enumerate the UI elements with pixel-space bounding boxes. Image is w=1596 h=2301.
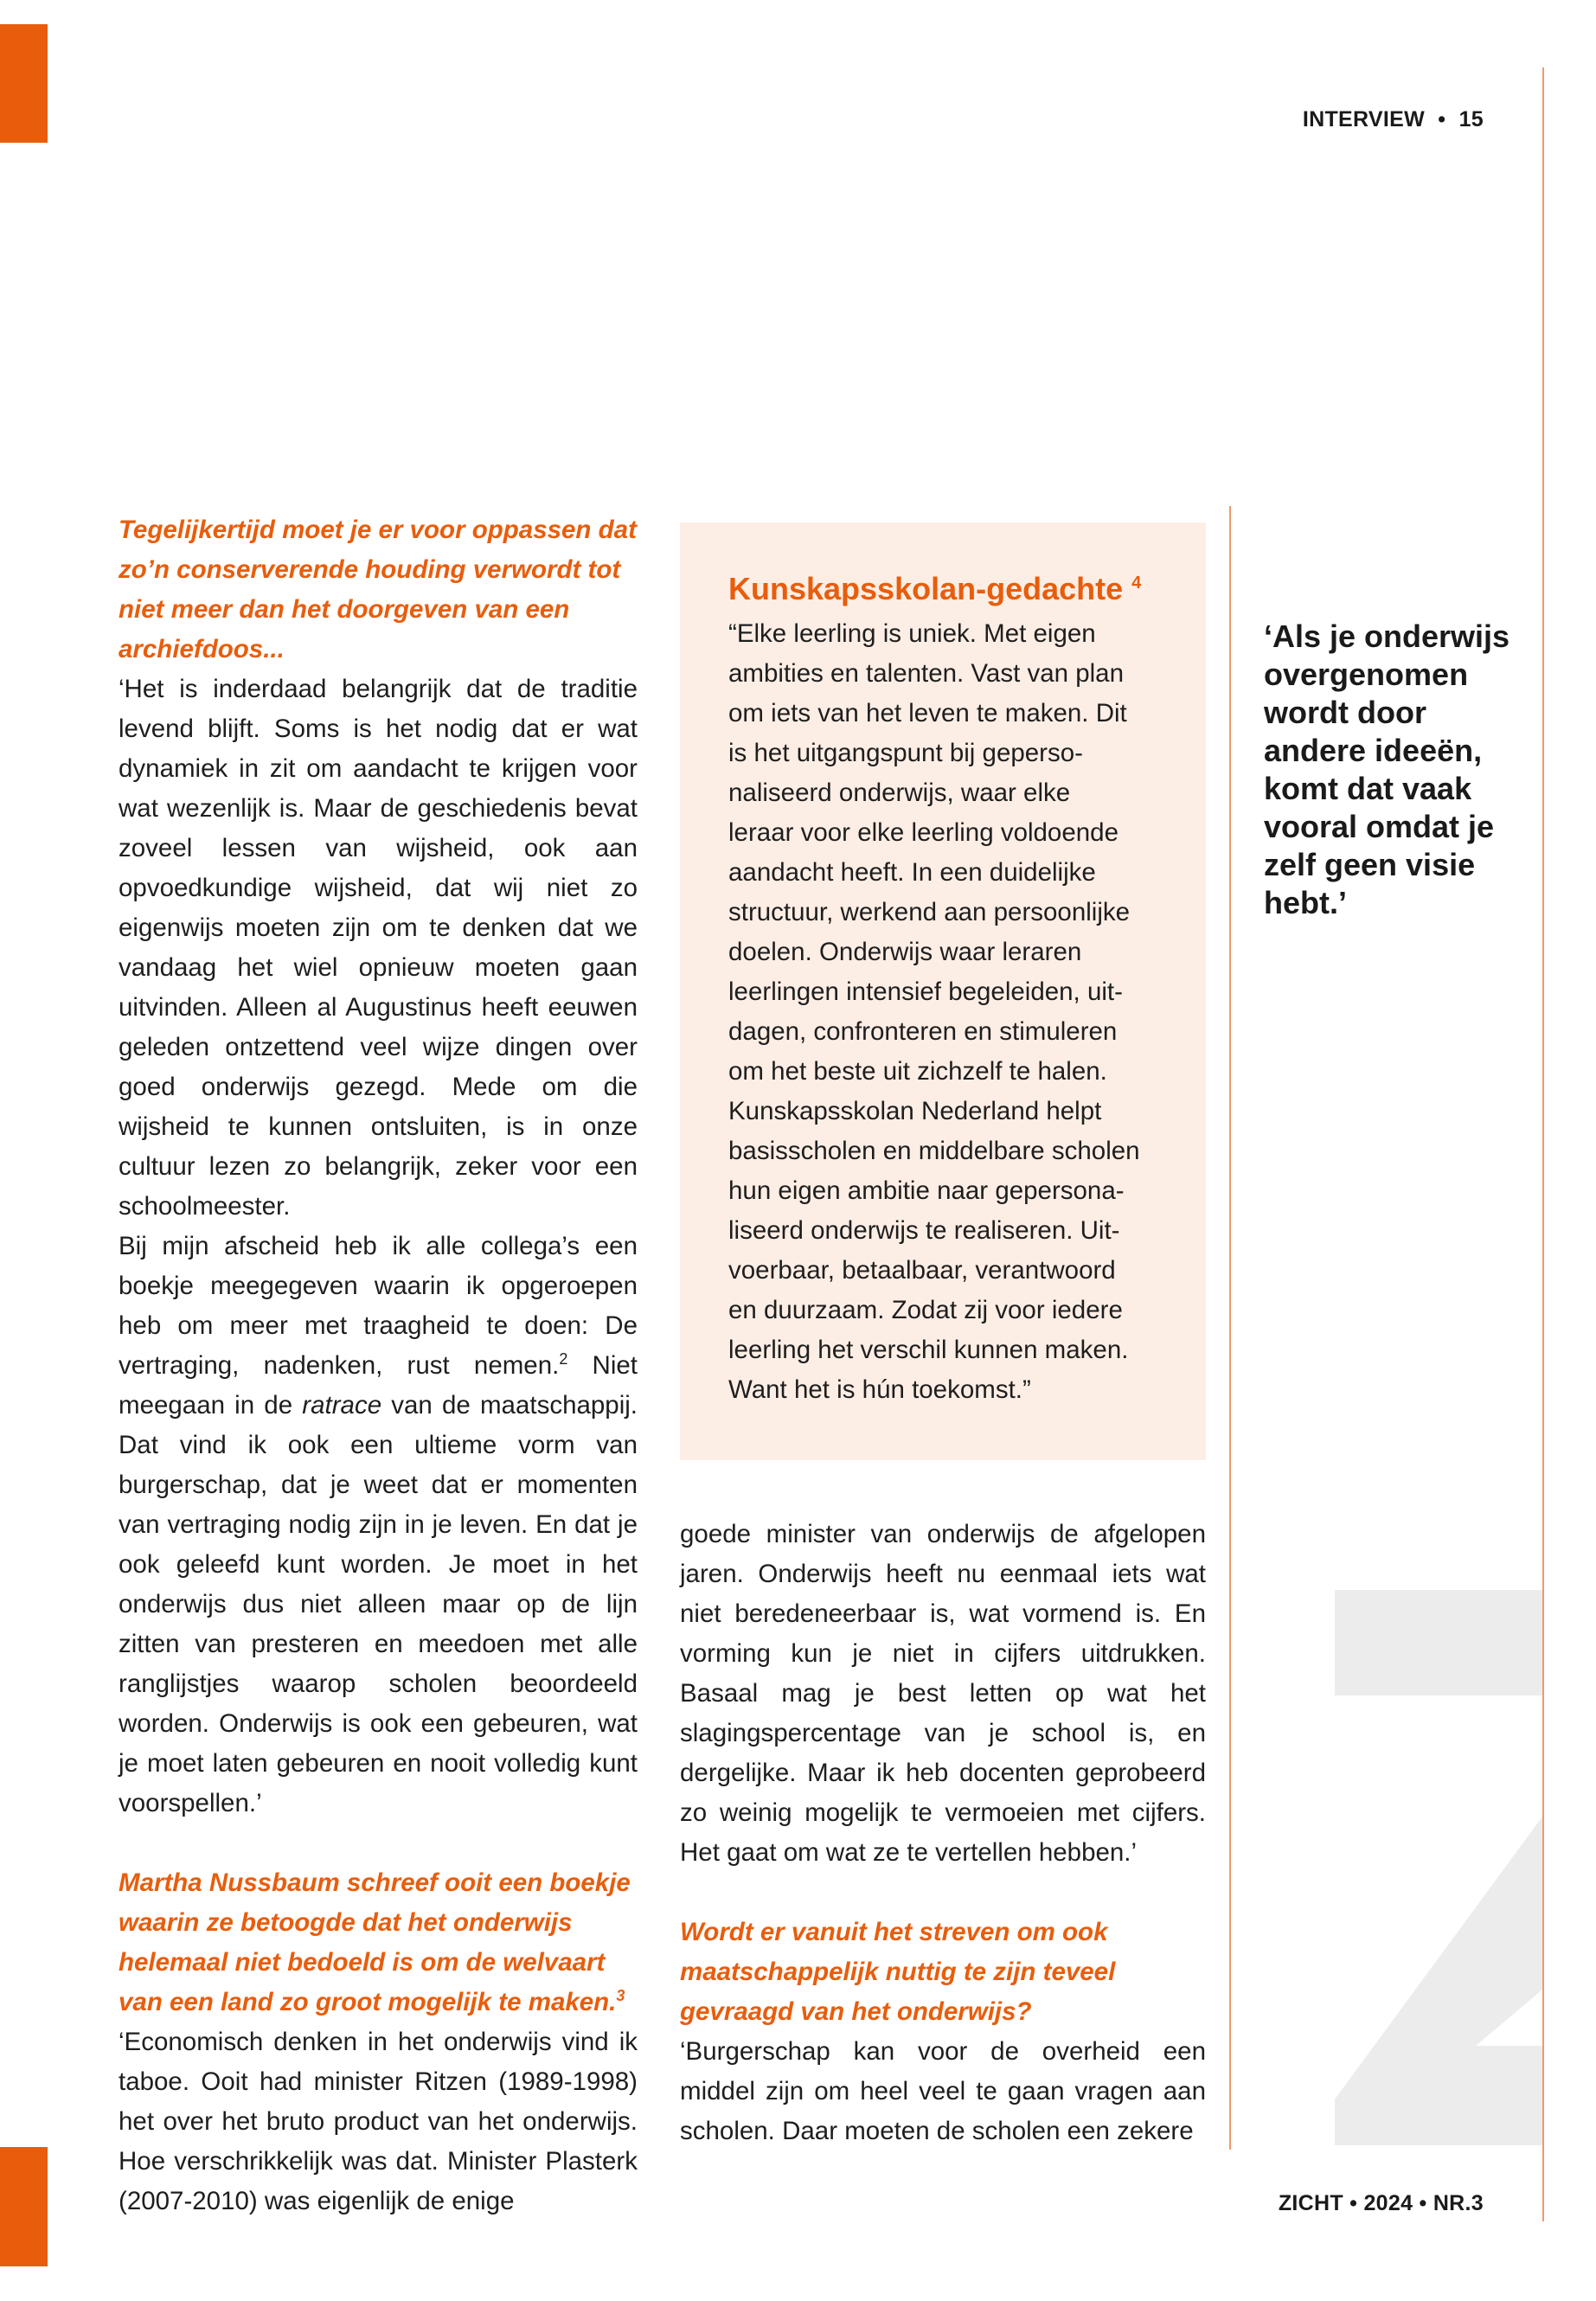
- left-column: [119, 510, 638, 2221]
- answer-paragraph-3: ‘Economisch denken in het onderwijs vind ik taboe. Ooit had minister Ritzen (1989-1998) het over het bruto product van het onderwijs. Hoe verschrikkelijk was dat. Minister Plasterk (2007-2010) was eigenlijk de enige: [119, 2028, 638, 2215]
- box-line: ambities en talenten. Vast van plan: [728, 659, 1124, 688]
- box-line: aandacht heeft. In een duidelijke: [728, 858, 1096, 887]
- ratrace-italic: ratrace: [302, 1391, 382, 1420]
- pull-quote-line: zelf geen visie: [1264, 847, 1476, 882]
- pull-quote-line: overgenomen: [1264, 657, 1469, 692]
- middle-column: [680, 1515, 1206, 2151]
- answer-paragraph-2: [119, 1227, 638, 1823]
- page-footer: ZICHT • 2024 • NR.3: [1278, 2191, 1484, 2215]
- box-line: leerling het verschil kunnen maken.: [728, 1336, 1129, 1364]
- accent-bar-top: [0, 24, 48, 143]
- answer-2-text-c: van de maatschappij. Dat vind ik ook een ultieme vorm van burgerschap, dat je weet dat er momenten van vertraging nodig zijn in je leven. En dat je ook geleefd kunt worden. Je moet in het onderwijs dus niet alleen maar op de lijn zitten van presteren en meedoen met alle ranglijstjes waarop scholen beoordeeld worden. Onderwijs is ook een gebeuren, wat je moet laten gebeuren en nooit volledig kunt voorspellen.’: [119, 1391, 638, 1817]
- header-section: INTERVIEW: [1302, 107, 1426, 131]
- decorative-digit-stem: [1335, 1817, 1542, 2145]
- footnote-3: 3: [616, 1987, 625, 2005]
- box-line: Kunskapsskolan Nederland helpt: [728, 1097, 1102, 1125]
- box-line: structuur, werkend aan persoonlijke: [728, 898, 1131, 926]
- box-line: leraar voor elke leerling voldoende: [728, 818, 1118, 847]
- pull-quote-line: ‘Als je onderwijs: [1264, 619, 1510, 654]
- header-page-number: 15: [1458, 107, 1484, 131]
- answer-paragraph-1: ‘Het is inderdaad belangrijk dat de traditie levend blijft. Soms is het nodig dat er wat dynamiek in zit om aandacht te krijgen voor wat wezenlijk is. Maar de geschiedenis bevat zoveel lessen van wijsheid, ook aan opvoedkundige wijsheid, dat wij niet zo eigenwijs moeten zijn om te denken dat we vandaag het wiel opnieuw moeten gaan uitvinden. Alleen al Augustinus heeft eeuwen geleden ontzettend veel wijze dingen over goed onderwijs gezegd. Mede om die wijsheid te kunnen ontsluiten, is in onze cultuur lezen zo belangrijk, zeker voor een schoolmeester.: [119, 675, 638, 1221]
- footnote-4: 4: [1131, 574, 1142, 593]
- pull-quote-line: wordt door: [1264, 695, 1426, 730]
- box-line: dagen, confronteren en stimuleren: [728, 1017, 1118, 1046]
- box-line: is het uitgangspunt bij geperso-: [728, 739, 1083, 767]
- pull-quote-line: hebt.’: [1264, 885, 1347, 920]
- accent-bar-bottom: [0, 2147, 48, 2266]
- decorative-digit-top: [1335, 1590, 1542, 1695]
- footnote-2: 2: [559, 1350, 568, 1368]
- interview-question-3: Wordt er vanuit het streven om ook maatschappelijk nuttig te zijn teveel gevraagd van het onderwijs?: [680, 1918, 1116, 2026]
- pull-quote-rule: [1229, 506, 1231, 2150]
- box-line: doelen. Onderwijs waar leraren: [728, 938, 1082, 966]
- page-header: [1303, 107, 1484, 132]
- box-line: leerlingen intensief begeleiden, uit-: [728, 977, 1123, 1006]
- interview-question-2: [119, 1863, 638, 2022]
- answer-2-text-b: Niet meegaan in de: [119, 1351, 638, 1420]
- interview-question-1: Tegelijkertijd moet je er voor oppassen dat zo’n conserverende houding verwordt tot niet meer dan het doorgeven van een archiefdoos...: [119, 516, 637, 663]
- header-separator: •: [1438, 107, 1446, 131]
- box-line: voerbaar, betaalbaar, verantwoord: [728, 1256, 1116, 1285]
- question-2-text: Martha Nussbaum schreef ooit een boekje waarin ze betoogde dat het onderwijs helemaal niet bedoeld is om de welvaart van een land zo groot mogelijk te maken.: [119, 1868, 631, 2016]
- box-line: “Elke leerling is uniek. Met eigen: [728, 619, 1096, 648]
- info-box-title: [728, 571, 1141, 607]
- box-line: Want het is hún toekomst.”: [728, 1375, 1031, 1404]
- answer-2-text-a: Bij mijn afscheid heb ik alle collega’s een boekje meegegeven waarin ik opgeroepen heb om meer met traagheid te doen: De vertraging, nadenken, rust nemen.: [119, 1232, 638, 1380]
- box-line: naliseerd onderwijs, waar elke: [728, 779, 1071, 807]
- box-line: hun eigen ambitie naar gepersona-: [728, 1176, 1125, 1205]
- middle-answer-1: goede minister van onderwijs de afgelopen jaren. Onderwijs heeft nu eenmaal iets wat niet beredeneerbaar is, wat vormend is. En vorming kun je niet in cijfers uitdrukken. Basaal mag je best letten op wat het slagingspercentage van je school is, en dergelijke. Maar ik heb docenten geprobeerd zo weinig mogelijk te vermoeien met cijfers. Het gaat om wat ze te vertellen hebben.’: [680, 1520, 1206, 1867]
- pull-quote: [1264, 618, 1523, 922]
- box-line: om iets van het leven te maken. Dit: [728, 699, 1127, 727]
- box-line: liseerd onderwijs te realiseren. Uit-: [728, 1216, 1120, 1245]
- box-line: om het beste uit zichzelf te halen.: [728, 1057, 1107, 1086]
- box-line: basisscholen en middelbare scholen: [728, 1137, 1140, 1165]
- pull-quote-line: komt dat vaak: [1264, 771, 1472, 806]
- middle-answer-2: ‘Burgerschap kan voor de overheid een middel zijn om heel veel te gaan vragen aan scholen. Daar moeten de scholen een zekere: [680, 2037, 1206, 2145]
- pull-quote-line: andere ideeën,: [1264, 733, 1483, 768]
- page-edge-rule: [1542, 67, 1544, 2221]
- box-line: en duurzaam. Zodat zij voor iedere: [728, 1296, 1123, 1324]
- info-box-title-text: Kunskapsskolan-gedachte: [728, 571, 1124, 606]
- pull-quote-line: vooral omdat je: [1264, 809, 1495, 844]
- info-box-text: [728, 614, 1178, 1410]
